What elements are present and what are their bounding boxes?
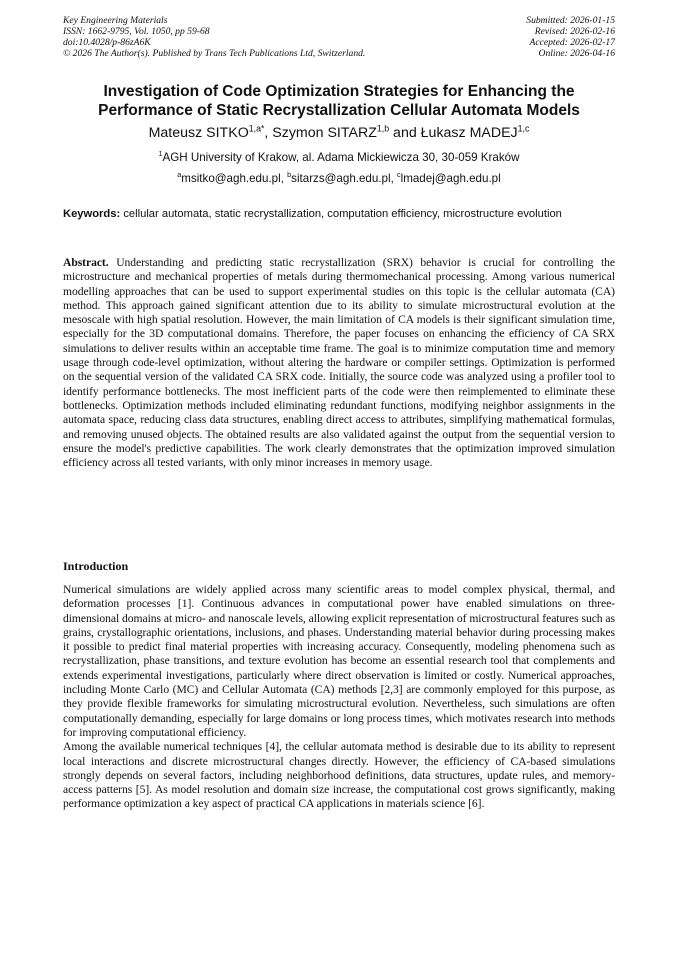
author-sup: 1,b — [376, 123, 390, 134]
keywords-label: Keywords: — [63, 208, 121, 220]
email-address[interactable]: sitarzs@agh.edu.pl — [291, 172, 391, 185]
abstract-text: Understanding and predicting static recrystallization (SRX) behavior is crucial for controlling the microstructure and mechanical properties of metals during thermomechanical processing. Among various numerical modelling approaches that can be used to support experimental studies on this topic is the cellular automata (CA) method. This approach gained significant attention due to its ability to simulate microstructural evolution at the mesoscale with high spatial resolution. However, the main limitation of CA models is their significant simulation time, especially for the 3D computational domains. Therefore, the paper focuses on enhancing the efficiency of CA SRX simulations to deliver results within an acceptable time frame. The goal is to minimize computation time and memory usage through code-level optimization, without altering the hardware or compiler settings. Optimization is performed on the sequential version of the validated CA SRX code. Initially, the source code was analyzed using a profiler tool to identify performance bottlenecks. The most inefficient parts of the code were then reimplemented to eliminate these bottlenecks. Optimization methods included eliminating redundant functions, modifying neighbor assignments in the automata space, reducing class data structures, enabling direct access to attributes, simplifying mathematical formulas, and removing unused objects. The obtained results are also validated against the output from the sequential version to ensure the model's predictive capabilities. The work clearly demonstrates that the optimization improved simulation efficiency across all tested variants, with only minor increases in memory usage. — [63, 256, 616, 470]
paragraph: Numerical simulations are widely applied across many scientific areas to model complex physical, thermal, and deformation processes [1]. Continuous advances in computational power have enabled simulations on three-dimensional domains at micro- and nanoscale levels, allowing explicit representation of microstructural features such as grains, crystallographic orientations, inclusions, and phases. Understanding material behavior during processing makes it possible to predict final material properties with increasing accuracy. Consequently, modeling phenomena such as recrystallization, phase transitions, and texture evolution has become an essential research tool that complements and extends experimental investigations, particularly where direct observation is limited or costly. Numerical approaches, including Monte Carlo (MC) and Cellular Automata (CA) methods [2,3] are commonly employed for this purpose, as they provide flexible frameworks for simulating microstructural evolution. Nevertheless, such simulations are often computationally demanding, especially for large domains or long process times, which motivates research into methods for improving computational efficiency. — [63, 583, 615, 739]
email-separator: , — [280, 172, 288, 185]
email-sup: c — [397, 170, 401, 180]
date-online: Online: 2026-04-16 — [538, 48, 615, 59]
date-submitted: Submitted: 2026-01-15 — [526, 15, 615, 26]
email-separator: , — [390, 172, 398, 185]
publication-dates — [526, 15, 615, 59]
keywords — [63, 207, 615, 222]
author-name: Szymon SITARZ — [272, 125, 377, 141]
introduction-body — [63, 583, 615, 812]
author-separator: and — [389, 125, 421, 141]
author-separator: , — [264, 125, 273, 141]
email-sup: b — [287, 170, 292, 180]
email-sup: a — [177, 170, 182, 180]
affiliation-sup: 1 — [158, 149, 163, 159]
title-line-1: Investigation of Code Optimization Strategies for Enhancing the — [103, 83, 575, 100]
journal-name: Key Engineering Materials — [63, 15, 168, 26]
affiliation-text: AGH University of Krakow, al. Adama Mickiewicza 30, 30-059 Kraków — [162, 151, 520, 164]
journal-issn: ISSN: 1662-9795, Vol. 1050, pp 59-68 — [63, 26, 210, 37]
author-list — [63, 124, 615, 142]
author-sup: 1,c — [517, 123, 530, 134]
paragraph: Among the available numerical techniques [4], the cellular automata method is desirable due to its ability to represent local interactions and discrete microstructural changes directly. However, the efficiency of CA-based simulations strongly depends on several factors, including neighborhood definitions, data structures, update rules, and memory-access patterns [5]. As model resolution and domain size increase, the computational cost grows significantly, making performance optimization a key aspect of practical CA applications in materials science [6]. — [63, 740, 615, 811]
journal-doi[interactable]: doi:10.4028/p-86zA6K — [63, 37, 151, 48]
author-name: Mateusz SITKO — [148, 125, 249, 141]
email-address[interactable]: lmadej@agh.edu.pl — [400, 172, 501, 185]
author-name: Łukasz MADEJ — [420, 125, 518, 141]
abstract-label: Abstract. — [63, 256, 109, 269]
paper-title — [63, 82, 615, 120]
email-address[interactable]: msitko@agh.edu.pl — [181, 172, 281, 185]
abstract — [63, 256, 615, 470]
date-accepted: Accepted: 2026-02-17 — [529, 37, 615, 48]
author-sup: 1,a* — [248, 123, 265, 134]
copyright-line: © 2026 The Author(s). Published by Trans Tech Publications Ltd, Switzerland. — [63, 48, 366, 59]
keywords-text: cellular automata, static recrystallization, computation efficiency, microstructure evolution — [123, 208, 562, 220]
journal-info — [63, 15, 365, 59]
section-heading-introduction: Introduction — [63, 559, 129, 573]
date-revised: Revised: 2026-02-16 — [534, 26, 615, 37]
title-line-2: Performance of Static Recrystallization Cellular Automata Models — [98, 102, 580, 119]
email-list — [63, 172, 615, 186]
affiliation — [63, 151, 615, 165]
